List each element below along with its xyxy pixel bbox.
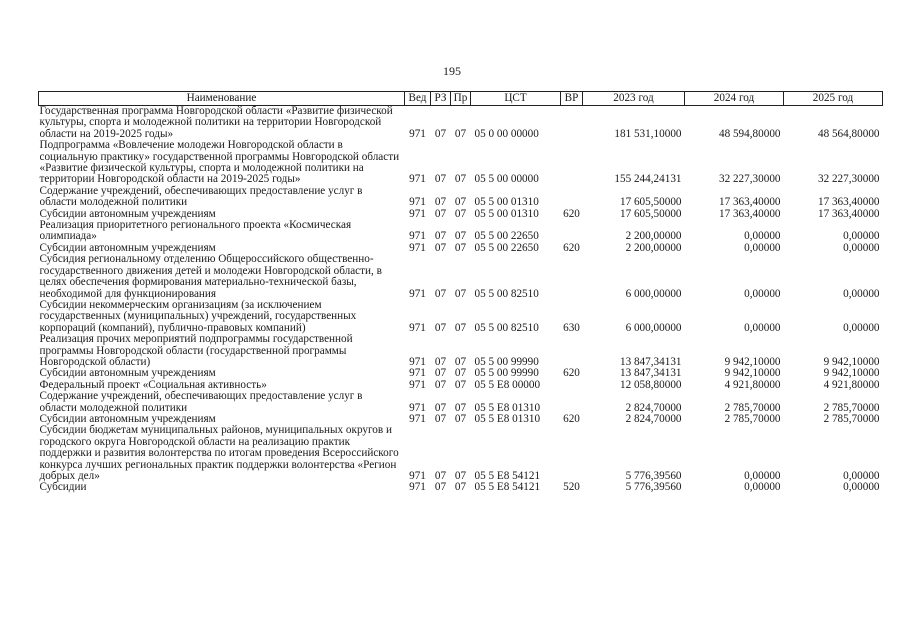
row-2025: 0,00000 [843, 481, 880, 494]
row-2023: 2 200,00000 [625, 241, 682, 254]
row-cst: 05 5 00 99990 [474, 355, 539, 368]
table-header-row [39, 92, 883, 106]
header-2024: 2024 год [685, 92, 784, 106]
table-row [39, 425, 883, 482]
row-pr: 07 [454, 207, 467, 220]
row-cst: 05 5 00 82510 [474, 321, 539, 334]
row-rz: 07 [434, 367, 447, 380]
row-2024: 9 942,10000 [724, 355, 781, 368]
row-2023: 6 000,00000 [625, 321, 682, 334]
row-2023: 2 824,70000 [625, 401, 682, 414]
row-cst: 05 5 00 01310 [474, 207, 539, 220]
row-vr: 630 [563, 321, 580, 334]
row-rz: 07 [434, 241, 447, 254]
row-2023: 13 847,34131 [619, 355, 682, 368]
row-ved: 971 [409, 196, 426, 209]
row-pr: 07 [454, 470, 467, 482]
row-vr: 620 [563, 241, 580, 254]
row-pr: 07 [454, 481, 467, 494]
row-2025: 0,00000 [843, 287, 880, 300]
row-2025: 0,00000 [843, 230, 880, 243]
row-2025: 4 921,80000 [823, 378, 880, 391]
row-cst: 05 5 E8 00000 [474, 378, 541, 391]
row-pr: 07 [454, 412, 467, 425]
row-cst: 05 5 00 22650 [474, 241, 539, 254]
row-pr: 07 [454, 127, 467, 140]
row-pr: 07 [454, 196, 467, 209]
row-2023: 12 058,80000 [619, 378, 682, 391]
row-cst: 05 5 00 01310 [474, 196, 539, 209]
row-2024: 0,00000 [744, 470, 781, 482]
row-pr: 07 [454, 173, 467, 186]
row-2025: 9 942,10000 [823, 367, 880, 380]
row-2025: 48 564,80000 [817, 127, 880, 140]
row-2024: 0,00000 [744, 230, 781, 243]
row-pr: 07 [454, 401, 467, 414]
table-row [39, 106, 883, 141]
row-rz: 07 [434, 127, 447, 140]
row-ved: 971 [409, 355, 426, 368]
table-row [39, 140, 883, 186]
table-row [39, 334, 883, 368]
row-rz: 07 [434, 378, 447, 391]
row-2025: 32 227,30000 [817, 173, 880, 186]
row-2023: 6 000,00000 [625, 287, 682, 300]
header-2025: 2025 год [784, 92, 883, 106]
row-2025: 2 785,70000 [823, 401, 880, 414]
page-number: 195 [443, 64, 461, 78]
row-ved: 971 [409, 127, 426, 140]
row-vr: 620 [563, 207, 580, 220]
row-cst: 05 5 00 00000 [474, 173, 539, 186]
row-name: Субсидия региональному отделению Общероссийского общественно-государственного движения детей и молодежи Новгородской области, в целях обеспечения формирования материально-технической базы, необходимой для функционирования [39, 253, 382, 300]
row-2024: 2 785,70000 [724, 412, 781, 425]
row-pr: 07 [454, 355, 467, 368]
row-2023: 17 605,50000 [619, 207, 682, 220]
row-pr: 07 [454, 367, 467, 380]
row-vr [561, 186, 583, 209]
row-2023: 5 776,39560 [625, 481, 682, 494]
row-2023: 181 531,10000 [614, 127, 682, 140]
row-rz: 07 [434, 412, 447, 425]
row-name: Субсидии автономным учреждениям [39, 241, 216, 254]
row-rz: 07 [434, 207, 447, 220]
row-name: Субсидии бюджетам муниципальных районов, муниципальных округов и городского округа Новгородской области на реализацию практик поддержки и развития волонтерства по итогам проведения Всероссийского конкурса лучших региональных практик поддержки волонтерства «Регион добрых дел» [39, 424, 399, 482]
row-name: Субсидии [39, 481, 87, 494]
row-2025: 0,00000 [843, 321, 880, 334]
row-ved: 971 [409, 321, 426, 334]
row-rz: 07 [434, 470, 447, 482]
row-name: Подпрограмма «Вовлечение молодежи Новгородской области в социальную практику» государственной программы Новгородской области «Развитие физической культуры, спорта и молодежной политики на территории Новгородской области на 2019-2025 годы» [39, 139, 400, 186]
header-name: Наименование [39, 92, 405, 106]
row-2025: 0,00000 [843, 241, 880, 254]
row-ved: 971 [409, 367, 426, 380]
header-ved: Вед [405, 92, 431, 106]
row-rz: 07 [434, 287, 447, 300]
row-vr [561, 380, 583, 391]
row-name: Государственная программа Новгородской области «Развитие физической культуры, спорта и молодежной политики на территории Новгородской области на 2019-2025 годы» [39, 105, 393, 140]
row-2023: 5 776,39560 [625, 470, 682, 482]
header-cst: ЦСТ [471, 92, 561, 106]
row-name: Содержание учреждений, обеспечивающих предоставление услуг в области молодежной политики [39, 390, 363, 414]
row-rz: 07 [434, 481, 447, 494]
row-vr [561, 334, 583, 368]
row-ved: 971 [409, 241, 426, 254]
row-2025: 17 363,40000 [817, 207, 880, 220]
row-ved: 971 [409, 401, 426, 414]
row-2024: 48 594,80000 [718, 127, 781, 140]
row-cst: 05 5 00 82510 [474, 287, 539, 300]
row-2024: 17 363,40000 [718, 196, 781, 209]
row-rz: 07 [434, 173, 447, 186]
row-2023: 155 244,24131 [614, 173, 682, 186]
row-name: Реализация приоритетного регионального проекта «Космическая олимпиада» [39, 219, 352, 243]
row-pr: 07 [454, 287, 467, 300]
row-name: Субсидии автономным учреждениям [39, 412, 216, 425]
row-cst: 05 5 E8 01310 [474, 412, 541, 425]
header-vr: ВР [561, 92, 583, 106]
row-ved: 971 [409, 230, 426, 243]
row-2024: 4 921,80000 [724, 378, 781, 391]
row-ved: 971 [409, 173, 426, 186]
row-vr [561, 391, 583, 414]
row-2024: 9 942,10000 [724, 367, 781, 380]
header-2023: 2023 год [583, 92, 685, 106]
row-vr [561, 254, 583, 300]
row-ved: 971 [409, 207, 426, 220]
row-2024: 0,00000 [744, 481, 781, 494]
row-vr [561, 425, 583, 482]
row-ved: 971 [409, 378, 426, 391]
header-pr: Пр [451, 92, 471, 106]
row-rz: 07 [434, 321, 447, 334]
row-name: Субсидии автономным учреждениям [39, 367, 216, 380]
table-row [39, 220, 883, 243]
row-name: Реализация прочих мероприятий подпрограммы государственной программы Новгородской области (государственной программы Новгородской области) [39, 333, 353, 368]
row-rz: 07 [434, 401, 447, 414]
row-pr: 07 [454, 241, 467, 254]
row-2025: 2 785,70000 [823, 412, 880, 425]
row-2024: 0,00000 [744, 321, 781, 334]
row-2023: 13 847,34131 [619, 367, 682, 380]
row-name: Субсидии автономным учреждениям [39, 207, 216, 220]
row-vr [561, 220, 583, 243]
row-2023: 2 200,00000 [625, 230, 682, 243]
row-2025: 17 363,40000 [817, 196, 880, 209]
row-pr: 07 [454, 378, 467, 391]
row-ved: 971 [409, 470, 426, 482]
row-vr: 620 [563, 412, 580, 425]
row-cst: 05 5 E8 54121 [474, 470, 541, 482]
row-2024: 0,00000 [744, 241, 781, 254]
header-rz: РЗ [431, 92, 451, 106]
row-vr: 620 [563, 367, 580, 380]
row-cst: 05 0 00 00000 [474, 127, 539, 140]
row-2024: 0,00000 [744, 287, 781, 300]
table-row [39, 300, 883, 334]
row-name: Содержание учреждений, обеспечивающих предоставление услуг в области молодежной политики [39, 184, 363, 209]
row-rz: 07 [434, 196, 447, 209]
row-name: Субсидии некоммерческим организациям (за исключением государственных (муниципальных) учреждений, государственных корпораций (компаний), публично-правовых компаний) [39, 298, 357, 334]
row-2024: 2 785,70000 [724, 401, 781, 414]
row-pr: 07 [454, 321, 467, 334]
row-2023: 17 605,50000 [619, 196, 682, 209]
table-row [39, 482, 883, 493]
row-rz: 07 [434, 355, 447, 368]
row-ved: 971 [409, 412, 426, 425]
budget-table [38, 91, 883, 494]
table-row [39, 254, 883, 300]
row-vr: 520 [563, 481, 580, 494]
row-vr [561, 106, 583, 141]
row-cst: 05 5 E8 54121 [474, 481, 541, 494]
table-row [39, 186, 883, 209]
row-name: Федеральный проект «Социальная активность» [39, 378, 267, 391]
row-ved: 971 [409, 287, 426, 300]
row-2025: 9 942,10000 [823, 355, 880, 368]
row-2024: 32 227,30000 [718, 173, 781, 186]
row-rz: 07 [434, 230, 447, 243]
row-vr [561, 140, 583, 186]
row-2023: 2 824,70000 [625, 412, 682, 425]
row-cst: 05 5 00 99990 [474, 367, 539, 380]
row-ved: 971 [409, 481, 426, 494]
row-2024: 17 363,40000 [718, 207, 781, 220]
row-cst: 05 5 E8 01310 [474, 401, 541, 414]
row-2025: 0,00000 [843, 470, 880, 482]
row-pr: 07 [454, 230, 467, 243]
row-cst: 05 5 00 22650 [474, 230, 539, 243]
table-row [39, 391, 883, 414]
